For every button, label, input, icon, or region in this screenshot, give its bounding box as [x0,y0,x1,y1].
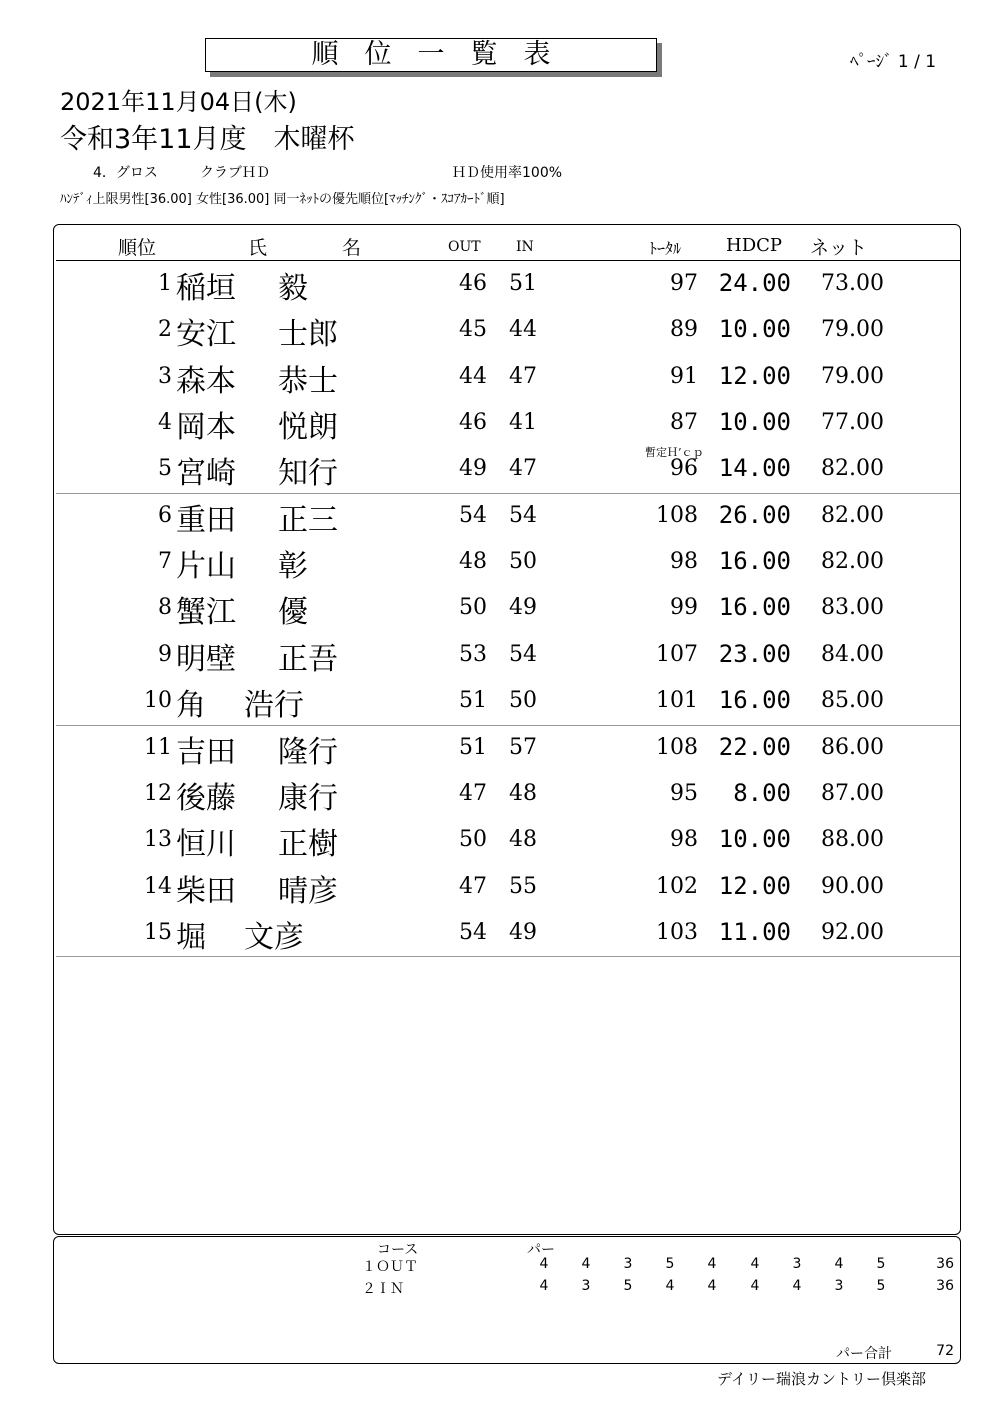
handicap-cell: 24.00 [718,269,791,297]
column-header-name-family: 氏 [248,237,268,259]
par-total-label: パー合計 [836,1346,892,1362]
net-score-cell: 73.00 [821,271,884,296]
given-name-cell: 隆行 [278,734,338,770]
result-row [0,819,1000,865]
rank-cell: 14 [144,873,172,899]
rank-cell: 4 [158,410,172,436]
page-number: ﾍﾟｰｼﾞ 1 / 1 [850,52,937,72]
net-score-cell: 82.00 [821,456,884,482]
course-par-frame [53,1236,961,1364]
rank-cell: 11 [144,734,172,760]
total-score-cell: 108 [656,502,698,528]
group-divider [56,956,960,957]
scoring-format: 4．グロス [93,165,158,181]
handicap-cell: 10.00 [718,825,791,854]
handicap-limit-note: ﾊﾝﾃﾞｨ上限男性[36.00] 女性[36.00] 同一ﾈｯﾄの優先順位[ﾏｯﾁﾝｸﾞ・ｽｺｱｶｰﾄﾞ順] [60,192,505,207]
out-score-cell: 54 [459,502,487,528]
out-score-cell: 47 [459,780,487,806]
total-score-cell: 95 [670,780,698,806]
result-row [0,495,1000,541]
result-row [0,866,1000,912]
family-name-cell: 角 [176,688,206,724]
handicap-cell: 12.00 [718,871,791,900]
net-score-cell: 77.00 [821,410,884,436]
family-name-cell: 森本 [176,363,236,399]
handicap-cell: 16.00 [718,593,791,622]
family-name-cell: 吉田 [176,734,236,770]
hole-par: 3 [623,1256,633,1272]
column-header-hdcp: HDCP [726,235,783,256]
out-score-cell: 54 [459,919,487,945]
out-score-cell: 45 [459,317,487,343]
given-name-cell: 悦朗 [278,410,338,446]
group-divider [56,493,960,494]
event-name: 令和3年11月度 木曜杯 [60,124,355,155]
in-score-cell: 47 [509,456,537,482]
result-row [0,448,1000,494]
result-row [0,356,1000,402]
out-score-cell: 50 [459,827,487,853]
net-score-cell: 87.00 [821,780,884,806]
out-score-cell: 53 [459,641,487,667]
given-name-cell: 恭士 [278,363,338,399]
family-name-cell: 堀 [176,919,206,955]
in-score-cell: 51 [509,271,537,296]
family-name-cell: 稲垣 [176,271,236,306]
hole-par: 4 [834,1256,844,1272]
given-name-cell: 正樹 [278,827,338,863]
in-score-cell: 50 [509,688,537,714]
result-row [0,541,1000,587]
given-name-cell: 毅 [278,271,308,306]
hole-par: 4 [707,1278,717,1294]
result-row [0,263,1000,309]
total-score-cell: 102 [656,873,698,899]
total-score-cell: 98 [670,827,698,853]
hole-par: 3 [792,1256,802,1272]
result-row [0,634,1000,680]
column-header-total: ﾄｰﾀﾙ [649,239,682,258]
given-name-cell: 正三 [278,502,338,538]
in-score-cell: 48 [509,780,537,806]
rank-cell: 8 [158,595,172,621]
rank-cell: 15 [144,919,172,945]
hole-par: 3 [834,1278,844,1294]
given-name-cell: 彰 [278,549,308,585]
par-total-value: 72 [936,1343,954,1359]
hole-par: 4 [665,1278,675,1294]
column-header-rank: 順位 [118,237,157,259]
net-score-cell: 82.00 [821,502,884,528]
result-row [0,773,1000,819]
provisional-handicap-note: 暫定Ｈ’ｃｐ [645,446,704,460]
out-score-cell: 44 [459,363,487,389]
handicap-cell: 10.00 [718,315,791,344]
given-name-cell: 優 [278,595,308,631]
family-name-cell: 恒川 [176,827,236,863]
total-score-cell: 89 [670,317,698,343]
in-score-cell: 41 [509,410,537,436]
out-score-cell: 48 [459,549,487,575]
rank-cell: 3 [158,363,172,389]
handicap-cell: 16.00 [718,547,791,576]
result-row [0,680,1000,726]
in-score-cell: 48 [509,827,537,853]
in-score-cell: 50 [509,549,537,575]
net-score-cell: 84.00 [821,641,884,667]
in-score-cell: 49 [509,595,537,621]
handicap-cell: 8.00 [733,778,791,807]
rank-cell: 6 [158,502,172,528]
family-name-cell: 宮崎 [176,456,236,492]
column-header-net: ネット [810,237,868,259]
column-header-out: OUT [448,239,481,255]
family-name-cell: 重田 [176,502,236,538]
net-score-cell: 83.00 [821,595,884,621]
given-name-cell: 晴彦 [278,873,338,909]
handicap-cell: 26.00 [718,500,791,529]
par-label: パー [527,1242,555,1258]
result-row [0,309,1000,355]
header-divider [56,260,960,261]
total-score-cell: 103 [656,919,698,945]
total-score-cell: 101 [656,688,698,714]
rank-cell: 9 [158,641,172,667]
net-score-cell: 86.00 [821,734,884,760]
family-name-cell: 柴田 [176,873,236,909]
hole-par: 4 [750,1256,760,1272]
net-score-cell: 88.00 [821,827,884,853]
handicap-cell: 23.00 [718,639,791,668]
in-score-cell: 49 [509,919,537,945]
result-row [0,727,1000,773]
handicap-cell: 11.00 [718,917,791,946]
rank-cell: 13 [144,827,172,853]
given-name-cell: 文彦 [244,919,304,955]
given-name-cell: 士郎 [278,317,338,353]
handicap-cell: 10.00 [718,408,791,437]
course-par-sum: 36 [936,1278,954,1294]
course-label: コース [377,1242,419,1258]
net-score-cell: 79.00 [821,363,884,389]
hole-par: 4 [539,1278,549,1294]
column-header-name-given: 名 [342,237,362,259]
course-name: １ＯＵＴ [362,1259,418,1275]
total-score-cell: 91 [670,363,698,389]
net-score-cell: 90.00 [821,873,884,899]
hole-par: 5 [876,1256,886,1272]
course-name: ２ＩＮ [362,1281,404,1297]
given-name-cell: 浩行 [244,688,304,724]
total-score-cell: 98 [670,549,698,575]
hole-par: 5 [623,1278,633,1294]
family-name-cell: 片山 [176,549,236,585]
family-name-cell: 岡本 [176,410,236,446]
in-score-cell: 54 [509,641,537,667]
in-score-cell: 47 [509,363,537,389]
out-score-cell: 46 [459,271,487,296]
net-score-cell: 85.00 [821,688,884,714]
rank-cell: 5 [158,456,172,482]
handicap-type: クラブＨＤ [200,165,270,181]
in-score-cell: 44 [509,317,537,343]
family-name-cell: 安江 [176,317,236,353]
event-date: 2021年11月04日(木) [60,88,297,116]
net-score-cell: 92.00 [821,919,884,945]
in-score-cell: 54 [509,502,537,528]
course-par-sum: 36 [936,1256,954,1272]
out-score-cell: 51 [459,688,487,714]
hole-par: 5 [665,1256,675,1272]
result-row [0,402,1000,460]
result-row [0,912,1000,958]
rank-cell: 7 [158,549,172,575]
rank-cell: 2 [158,317,172,343]
net-score-cell: 82.00 [821,549,884,575]
hole-par: 4 [792,1278,802,1294]
out-score-cell: 47 [459,873,487,899]
hole-par: 4 [707,1256,717,1272]
hole-par: 5 [876,1278,886,1294]
family-name-cell: 後藤 [176,780,236,816]
handicap-rate: ＨＤ使用率100% [452,165,563,181]
rank-cell: 12 [144,780,172,806]
in-score-cell: 55 [509,873,537,899]
out-score-cell: 51 [459,734,487,760]
group-divider [56,725,960,726]
hole-par: 4 [539,1256,549,1272]
result-row [0,587,1000,633]
rank-cell: 10 [144,688,172,714]
out-score-cell: 46 [459,410,487,436]
column-header-in: IN [516,239,534,255]
given-name-cell: 正吾 [278,641,338,677]
total-score-cell: 97 [670,271,698,296]
total-score-cell: 96 [670,456,698,482]
family-name-cell: 蟹江 [176,595,236,631]
hole-par: 3 [581,1278,591,1294]
rank-cell: 1 [158,271,172,296]
handicap-cell: 12.00 [718,361,791,390]
handicap-cell: 16.00 [718,686,791,715]
title-box [205,38,657,72]
out-score-cell: 50 [459,595,487,621]
out-score-cell: 49 [459,456,487,482]
in-score-cell: 57 [509,734,537,760]
total-score-cell: 108 [656,734,698,760]
page-title: 順位一覧表 [311,39,577,70]
handicap-cell: 22.00 [718,732,791,761]
total-score-cell: 107 [656,641,698,667]
given-name-cell: 知行 [278,456,338,492]
given-name-cell: 康行 [278,780,338,816]
club-name: デイリー瑞浪カントリー倶楽部 [717,1370,926,1388]
net-score-cell: 79.00 [821,317,884,343]
total-score-cell: 99 [670,595,698,621]
hole-par: 4 [581,1256,591,1272]
hole-par: 4 [750,1278,760,1294]
family-name-cell: 明壁 [176,641,236,677]
total-score-cell: 87 [670,410,698,436]
handicap-cell: 14.00 [718,454,791,483]
